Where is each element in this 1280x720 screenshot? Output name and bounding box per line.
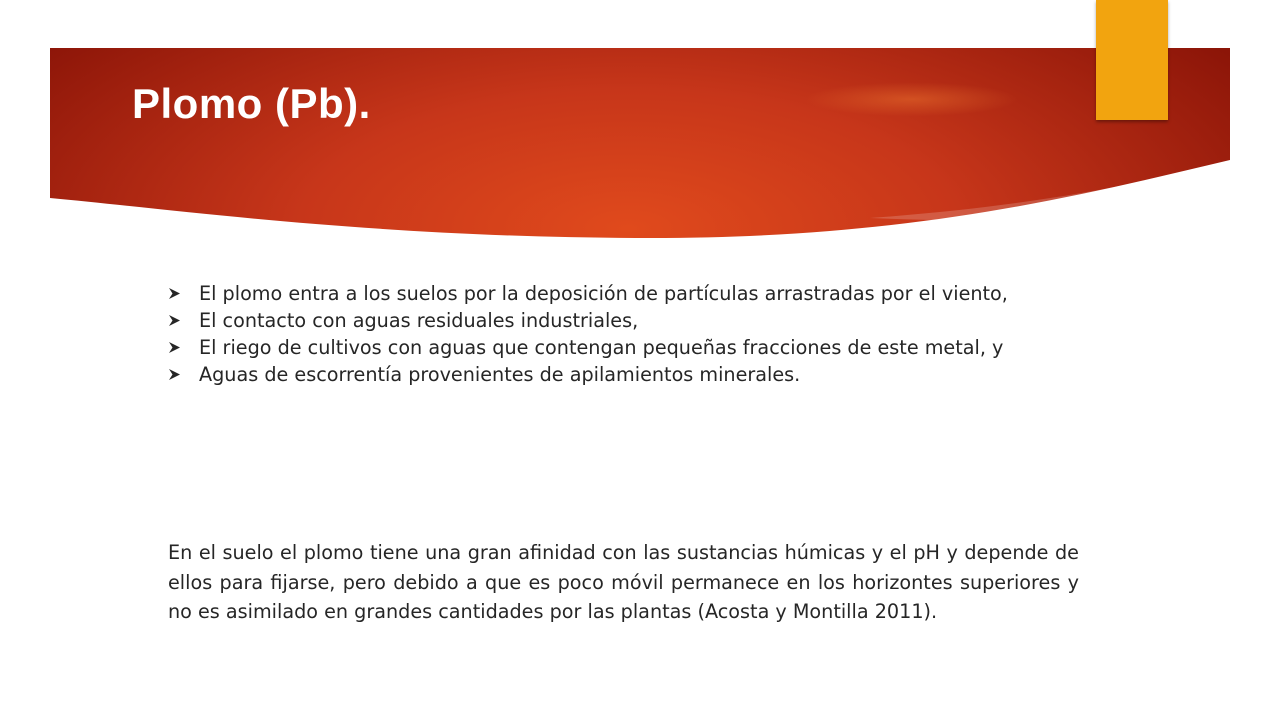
arrowhead-bullet-icon (168, 287, 181, 300)
body-paragraph: En el suelo el plomo tiene una gran afinidad con las sustancias húmicas y el pH y depende de ellos para fijarse, pero debido a que es poco móvil permanece en los horizontes superiores y no es asimilado en grandes cantidades por las plantas (Acosta y Montilla 2011). (168, 541, 1079, 623)
bullet-list (168, 280, 1079, 388)
bullet-text: El plomo entra a los suelos por la deposición de partículas arrastradas por el viento, (199, 282, 1008, 305)
arrowhead-bullet-icon (168, 341, 181, 354)
accent-tab (1096, 0, 1168, 120)
bullet-item (168, 334, 1079, 361)
arrowhead-bullet-icon (168, 314, 181, 327)
slide-title: Plomo (Pb). (132, 80, 371, 127)
bullet-text: El contacto con aguas residuales industriales, (199, 309, 639, 332)
bullet-item (168, 361, 1079, 388)
banner-shape (50, 48, 1230, 248)
arrowhead-bullet-icon (168, 368, 181, 381)
title-banner (50, 48, 1230, 248)
bullet-text: El riego de cultivos con aguas que contengan pequeñas fracciones de este metal, y (199, 336, 1004, 359)
bullet-text: Aguas de escorrentía provenientes de apilamientos minerales. (199, 363, 801, 386)
bullet-item (168, 307, 1079, 334)
bullet-item (168, 280, 1079, 307)
